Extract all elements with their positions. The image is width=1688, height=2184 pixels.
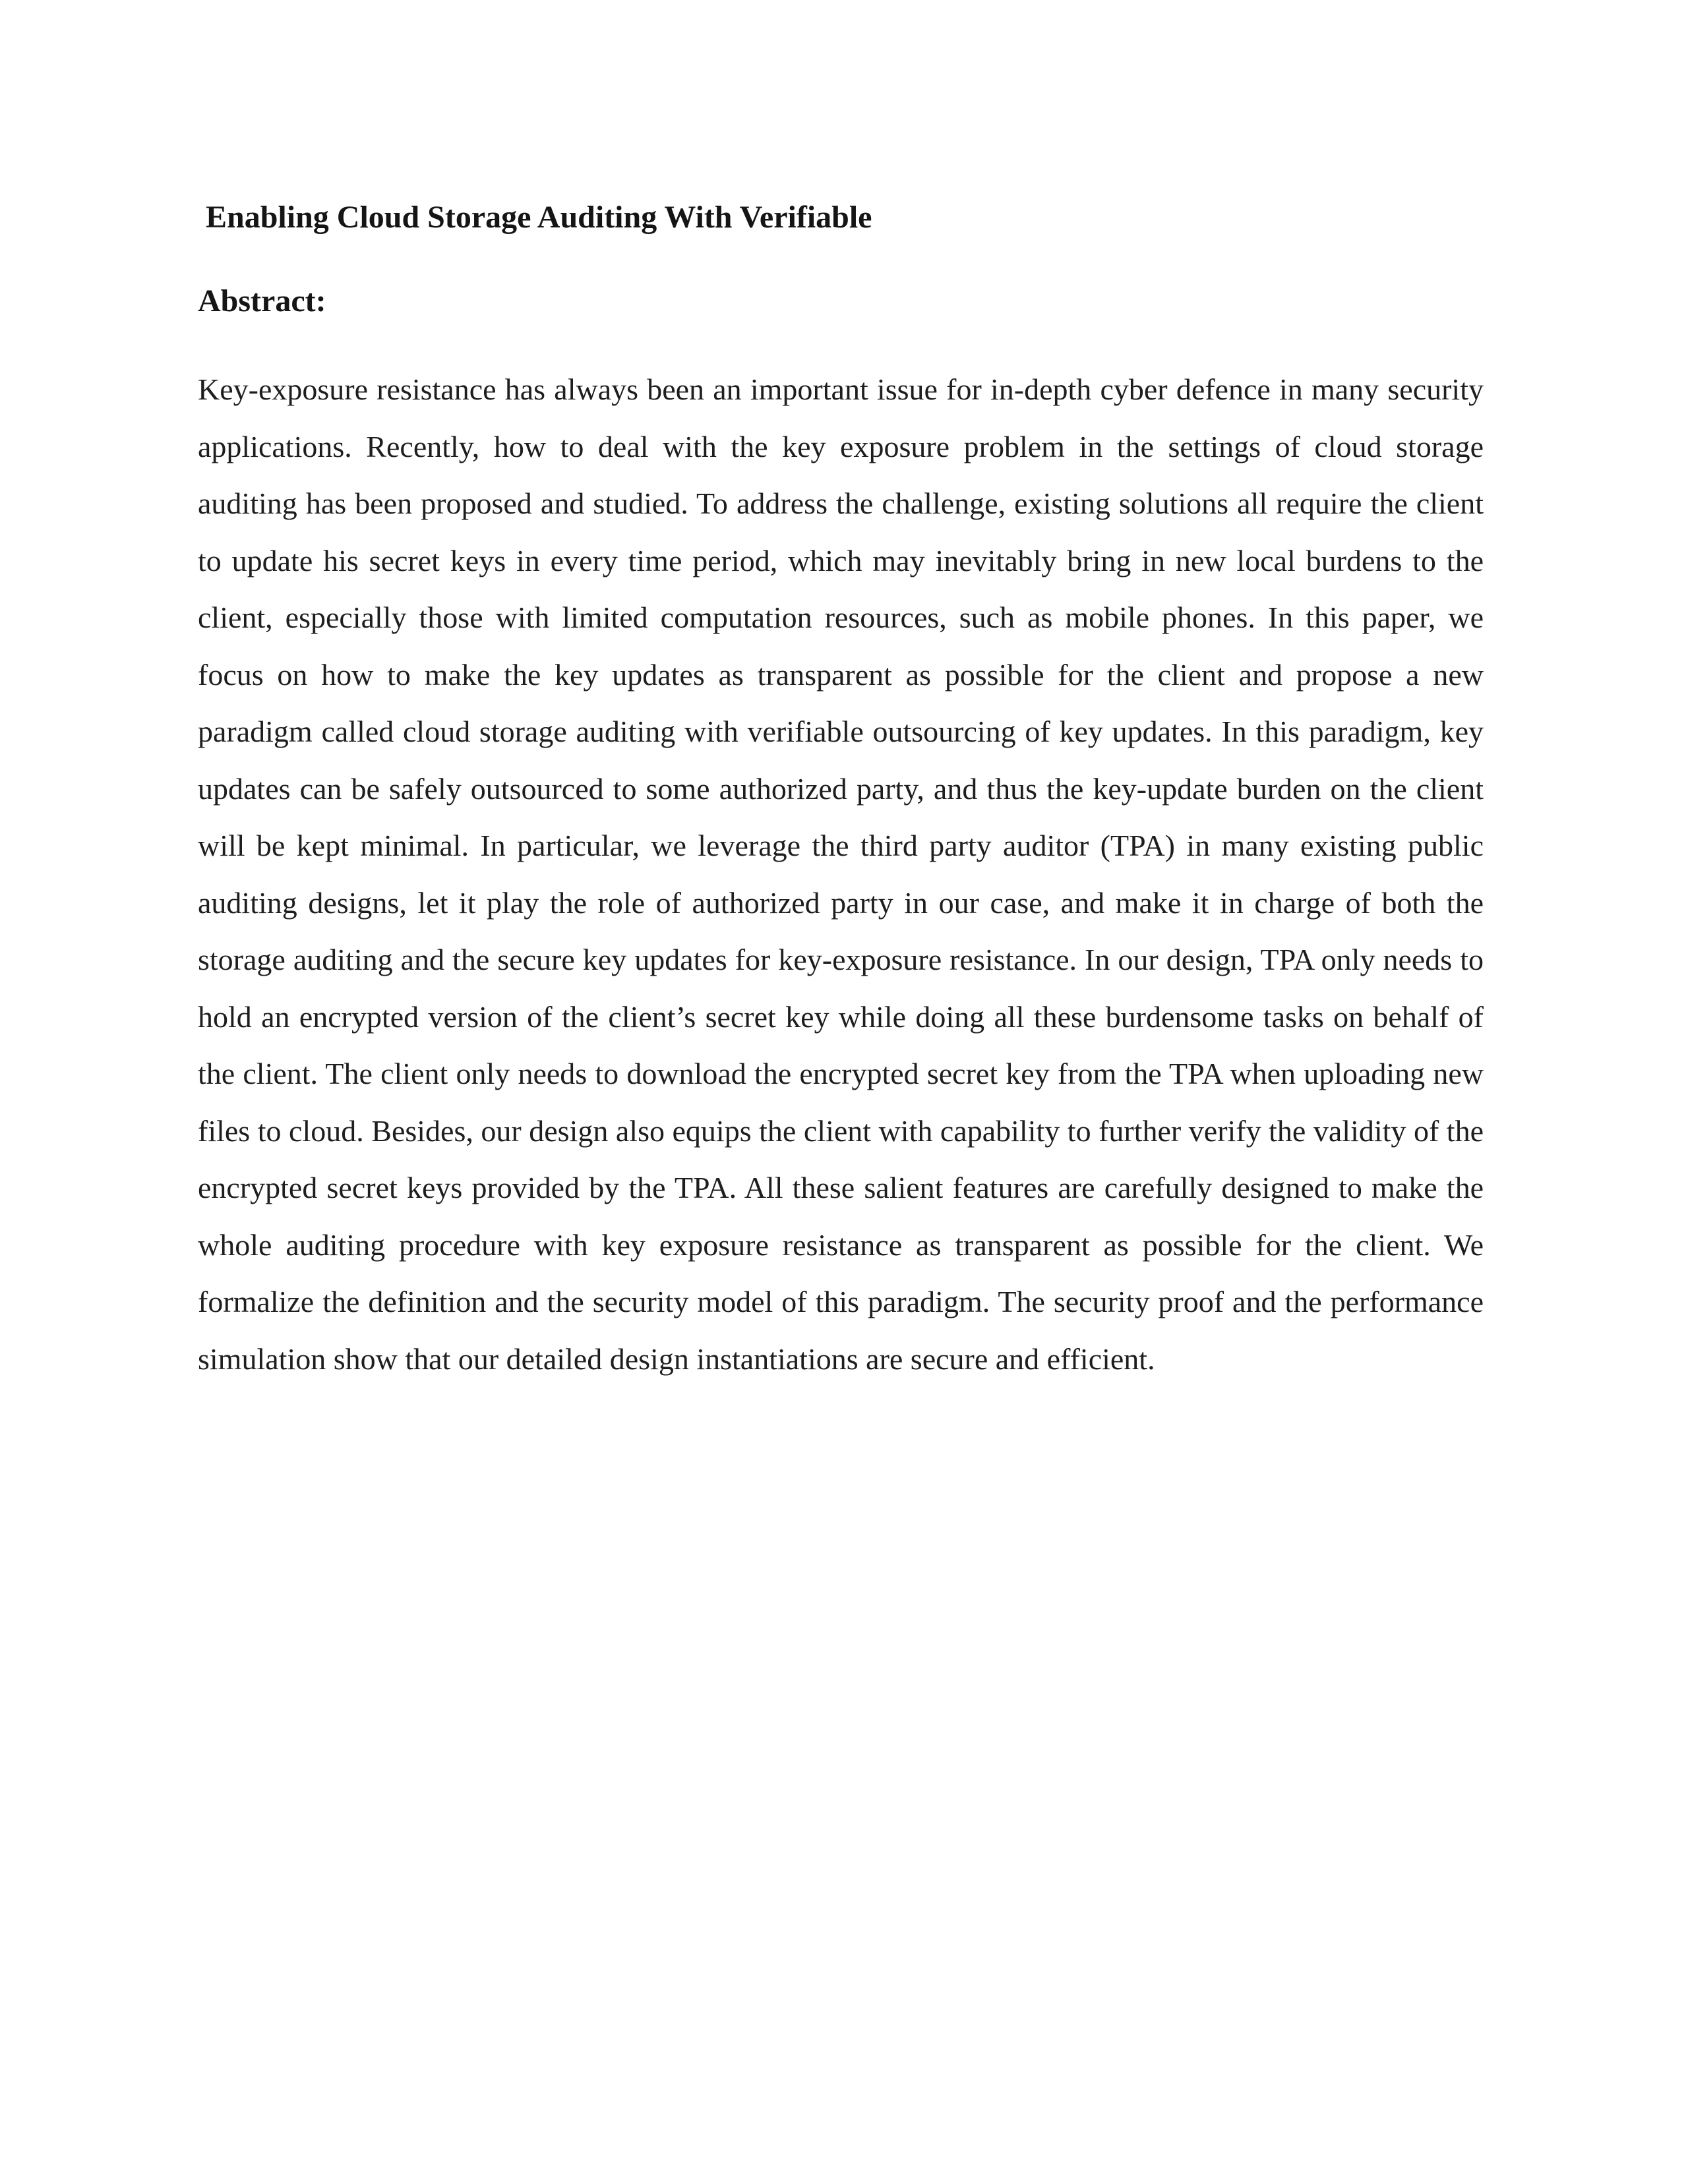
abstract-paragraph: Key-exposure resistance has always been an important issue for in-depth cyber defence in many security applications. Recently, how to deal with the key exposure problem in the settings of cloud storage auditing has been proposed and studied. To address the challenge, existing solutions all require the client to update his secret keys in every time period, which may inevitably bring in new local burdens to the client, especially those with limited computation resources, such as mobile phones. In this paper, we focus on how to make the key updates as transparent as possible for the client and propose a new paradigm called cloud storage auditing with verifiable outsourcing of key updates. In this paradigm, key updates can be safely outsourced to some authorized party, and thus the key-update burden on the client will be kept minimal. In particular, we leverage the third party auditor (TPA) in many existing public auditing designs, let it play the role of authorized party in our case, and make it in charge of both the storage auditing and the secure key updates for key-exposure resistance. In our design, TPA only needs to hold an encrypted version of the client’s secret key while doing all these burdensome tasks on behalf of the client. The client only needs to download the encrypted secret key from the TPA when uploading new files to cloud. Besides, our design also equips the client with capability to further verify the validity of the encrypted secret keys provided by the TPA. All these salient features are carefully designed to make the whole auditing procedure with key exposure resistance as transparent as possible for the client. We formalize the definition and the security model of this paradigm. The security proof and the performance simulation show that our detailed design instantiations are secure and efficient. (198, 372, 1484, 1376)
abstract-heading: Abstract: (198, 283, 326, 318)
document-title: Enabling Cloud Storage Auditing With Verifiable (206, 200, 872, 235)
